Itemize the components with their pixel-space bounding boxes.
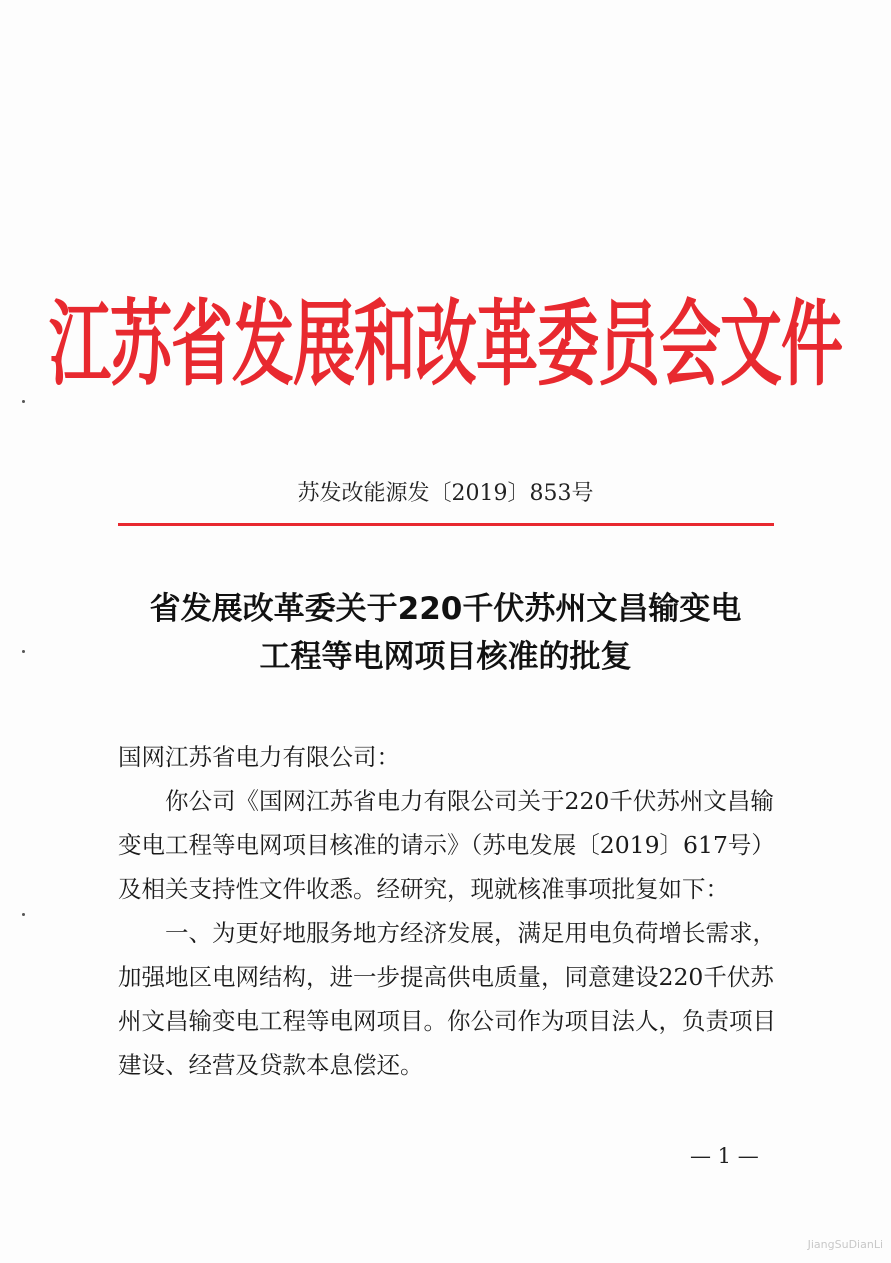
document-body — [118, 735, 778, 1087]
paragraph-line: 你公司《国网江苏省电力有限公司关于220千伏苏州文昌输 — [165, 787, 774, 815]
paragraph-line: 建设、经营及贷款本息偿还。 — [118, 1051, 424, 1079]
issuer-title: 江苏省发展和改革委员会文件 — [48, 289, 842, 399]
subject-line: 省发展改革委关于220千伏苏州文昌输变电 — [149, 591, 742, 627]
paragraph-line: 州文昌输变电工程等电网项目。你公司作为项目法人，负责项目 — [118, 1007, 776, 1035]
red-divider — [118, 523, 774, 526]
page-number: — 1 — — [690, 1144, 759, 1168]
paragraph-line: 及相关支持性文件收悉。经研究，现就核准事项批复如下： — [118, 875, 729, 903]
document-number: 苏发改能源发〔2019〕853号 — [297, 481, 594, 506]
paragraph-line: 变电工程等电网项目核准的请示》（苏电发展〔2019〕617号） — [118, 831, 775, 859]
scan-mark — [22, 913, 25, 916]
subject-line: 工程等电网项目核准的批复 — [259, 639, 632, 675]
document-subject — [0, 585, 891, 681]
paragraph-line: 加强地区电网结构，进一步提高供电质量，同意建设220千伏苏 — [118, 963, 774, 991]
paragraph-line: 一、为更好地服务地方经济发展，满足用电负荷增长需求， — [165, 919, 776, 947]
salutation: 国网江苏省电力有限公司： — [118, 743, 400, 771]
watermark: JiangSuDianLi — [807, 1238, 883, 1251]
